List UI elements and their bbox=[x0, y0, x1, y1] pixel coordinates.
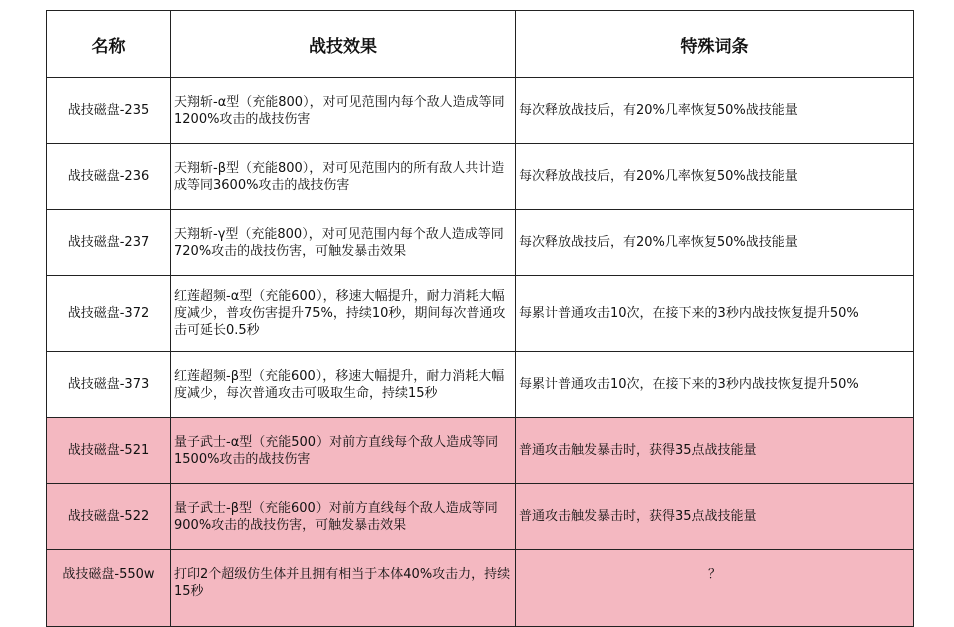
cell-effect[interactable]: 量子武士-α型（充能500）对前方直线每个敌人造成等同1500%攻击的战技伤害 bbox=[171, 418, 516, 484]
table-row bbox=[47, 352, 914, 418]
header-effect[interactable]: 战技效果 bbox=[171, 11, 516, 78]
cell-name[interactable]: 战技磁盘-237 bbox=[47, 210, 171, 276]
cell-trait[interactable]: 每次释放战技后，有20%几率恢复50%战技能量 bbox=[516, 144, 914, 210]
table-row bbox=[47, 418, 914, 484]
cell-name[interactable]: 战技磁盘-521 bbox=[47, 418, 171, 484]
cell-effect[interactable]: 红莲超频-α型（充能600），移速大幅提升，耐力消耗大幅度减少，普攻伤害提升75%，持续10秒，期间每次普通攻击可延长0.5秒 bbox=[171, 276, 516, 352]
cell-trait[interactable]: 每次释放战技后，有20%几率恢复50%战技能量 bbox=[516, 210, 914, 276]
cell-name[interactable]: 战技磁盘-373 bbox=[47, 352, 171, 418]
table-row bbox=[47, 144, 914, 210]
table-row bbox=[47, 276, 914, 352]
cell-effect[interactable]: 天翔斩-β型（充能800），对可见范围内的所有敌人共计造成等同3600%攻击的战技伤害 bbox=[171, 144, 516, 210]
disc-table bbox=[46, 10, 914, 627]
cell-effect[interactable]: 打印2个超级仿生体并且拥有相当于本体40%攻击力，持续15秒 bbox=[171, 550, 516, 627]
table-row bbox=[47, 78, 914, 144]
cell-name[interactable]: 战技磁盘-522 bbox=[47, 484, 171, 550]
cell-trait[interactable]: 每累计普通攻击10次，在接下来的3秒内战技恢复提升50% bbox=[516, 276, 914, 352]
cell-trait[interactable]: 每累计普通攻击10次，在接下来的3秒内战技恢复提升50% bbox=[516, 352, 914, 418]
table-row bbox=[47, 550, 914, 627]
cell-name[interactable]: 战技磁盘-235 bbox=[47, 78, 171, 144]
cell-trait[interactable]: 普通攻击触发暴击时，获得35点战技能量 bbox=[516, 418, 914, 484]
table-row bbox=[47, 210, 914, 276]
cell-trait[interactable]: 每次释放战技后，有20%几率恢复50%战技能量 bbox=[516, 78, 914, 144]
header-name[interactable]: 名称 bbox=[47, 11, 171, 78]
cell-trait[interactable]: ？ bbox=[516, 550, 914, 627]
cell-name[interactable]: 战技磁盘-550w bbox=[47, 550, 171, 627]
cell-name[interactable]: 战技磁盘-372 bbox=[47, 276, 171, 352]
cell-effect[interactable]: 天翔斩-α型（充能800），对可见范围内每个敌人造成等同1200%攻击的战技伤害 bbox=[171, 78, 516, 144]
cell-trait[interactable]: 普通攻击触发暴击时，获得35点战技能量 bbox=[516, 484, 914, 550]
header-trait[interactable]: 特殊词条 bbox=[516, 11, 914, 78]
table-row bbox=[47, 484, 914, 550]
cell-effect[interactable]: 红莲超频-β型（充能600），移速大幅提升，耐力消耗大幅度减少，每次普通攻击可吸取生命，持续15秒 bbox=[171, 352, 516, 418]
header-row bbox=[47, 11, 914, 78]
cell-name[interactable]: 战技磁盘-236 bbox=[47, 144, 171, 210]
cell-effect[interactable]: 天翔斩-γ型（充能800），对可见范围内每个敌人造成等同720%攻击的战技伤害，可触发暴击效果 bbox=[171, 210, 516, 276]
cell-effect[interactable]: 量子武士-β型（充能600）对前方直线每个敌人造成等同900%攻击的战技伤害，可触发暴击效果 bbox=[171, 484, 516, 550]
